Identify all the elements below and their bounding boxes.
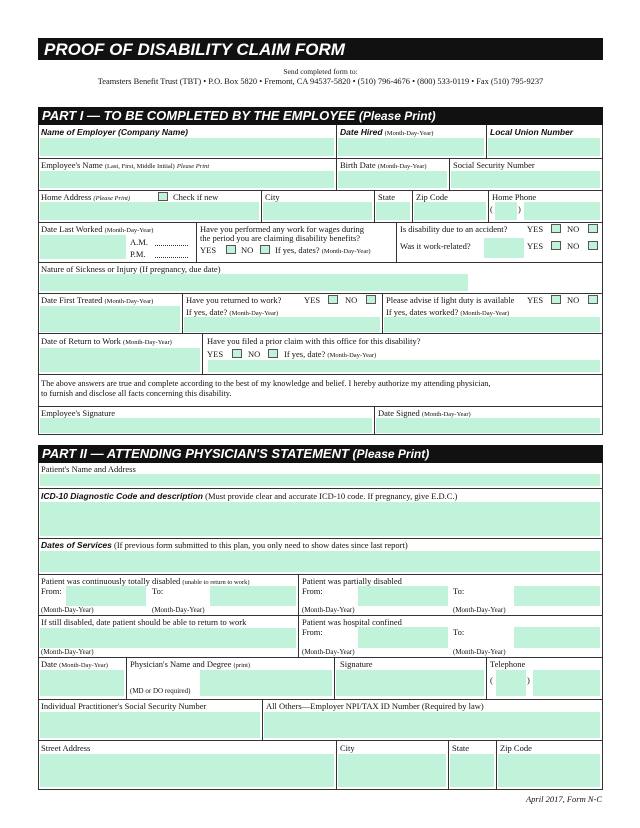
ssn-label: Social Security Number: [453, 160, 535, 170]
date-hired-field[interactable]: [338, 138, 484, 156]
home-address-field[interactable]: [40, 202, 259, 220]
work-related-field[interactable]: [484, 238, 524, 258]
home-phone-label: Home Phone: [492, 192, 537, 202]
cont-to-hint: (Month-Day-Year): [152, 606, 205, 614]
still-disabled-label: If still disabled, date patient should be able to return to work: [41, 617, 247, 627]
local-union-field[interactable]: [488, 138, 600, 156]
partial-to-label: To:: [453, 586, 465, 596]
part1-header: [38, 107, 603, 125]
part2-header: [38, 445, 603, 463]
attestation-line2: to furnish and disclose all facts concerning this disability.: [41, 389, 232, 398]
prior-date-field[interactable]: [208, 360, 600, 372]
patient-name-label: Patient's Name and Address: [41, 464, 136, 474]
returned-if-yes-label: If yes, date? (Month-Day-Year): [186, 307, 279, 317]
street-field[interactable]: [40, 754, 334, 787]
hospital-from-field[interactable]: [358, 627, 448, 648]
work-related-yes-checkbox[interactable]: [551, 241, 561, 250]
returned-date-field[interactable]: [184, 317, 380, 332]
accident-yes-label: YES: [527, 224, 544, 234]
returned-yes-checkbox[interactable]: [328, 295, 338, 304]
date-last-worked-label: Date Last Worked (Month-Day-Year): [41, 224, 154, 234]
form-title: PROOF OF DISABILITY CLAIM FORM: [44, 40, 345, 59]
phone-paren-open: (: [490, 204, 493, 214]
dates-services-field[interactable]: [40, 551, 600, 572]
still-disabled-hint: (Month-Day-Year): [41, 648, 94, 656]
phys-zip-field[interactable]: [498, 754, 600, 787]
prior-yes-label: YES: [207, 349, 224, 359]
light-duty-no-checkbox[interactable]: [588, 295, 598, 304]
tel-area-field[interactable]: [496, 670, 526, 696]
form-title-bar: [38, 38, 603, 60]
light-duty-yes-label: YES: [527, 295, 544, 305]
date-hired-label: Date Hired (Month-Day-Year): [340, 127, 434, 137]
physician-label: Physician's Name and Degree (print): [130, 659, 251, 669]
work-if-yes-label: If yes, dates? (Month-Day-Year): [275, 245, 371, 255]
phys-zip-label: Zip Code: [500, 743, 532, 753]
hospital-to-hint: (Month-Day-Year): [453, 648, 506, 656]
hospital-from-label: From:: [302, 627, 323, 637]
phys-date-label: Date (Month-Day-Year): [41, 659, 108, 669]
indiv-ssn-field[interactable]: [40, 712, 260, 738]
work-related-no-checkbox[interactable]: [588, 241, 598, 250]
employee-name-label: Employee's Name (Last, First, Middle Initial) Please Print: [41, 160, 210, 170]
physician-field[interactable]: [200, 670, 332, 696]
attestation-line1: The above answers are true and complete according to the best of my knowledge and belief. I hereby authorize my attending physician,: [41, 379, 491, 388]
pm-label: P.M.: [130, 249, 146, 259]
part1-header-text: PART I — TO BE COMPLETED BY THE EMPLOYEE: [42, 108, 356, 123]
work-related-no-label: NO: [567, 241, 580, 251]
partially-label: Patient was partially disabled: [302, 576, 402, 586]
employee-signature-label: Employee's Signature: [41, 408, 116, 418]
patient-name-field[interactable]: [40, 474, 600, 486]
light-duty-dates-field[interactable]: [384, 317, 600, 332]
am-label: A.M.: [130, 237, 148, 247]
tel-number-field[interactable]: [533, 670, 600, 696]
birth-date-field[interactable]: [338, 171, 447, 188]
partial-from-field[interactable]: [358, 586, 448, 606]
local-union-label: Local Union Number: [490, 127, 574, 137]
light-duty-dates-label: If yes, dates worked? (Month-Day-Year): [386, 307, 510, 317]
accident-yes-checkbox[interactable]: [551, 224, 561, 233]
accident-question: Is disability due to an accident?: [400, 224, 508, 234]
state-field[interactable]: [376, 202, 410, 220]
prior-no-checkbox[interactable]: [268, 349, 278, 358]
work-yes-label: YES: [200, 245, 217, 255]
tel-paren-open: (: [490, 675, 493, 685]
phone-number-field[interactable]: [524, 202, 600, 220]
partial-to-field[interactable]: [514, 586, 600, 606]
state-label: State: [378, 192, 395, 202]
date-last-worked-field[interactable]: [40, 235, 126, 259]
date-first-treated-field[interactable]: [40, 306, 180, 332]
partial-from-label: From:: [302, 586, 323, 596]
hospital-to-label: To:: [453, 627, 465, 637]
work-no-checkbox[interactable]: [260, 245, 270, 254]
prior-claim-question: Have you filed a prior claim with this office for this disability?: [207, 336, 421, 346]
prior-yes-checkbox[interactable]: [232, 349, 242, 358]
check-if-new-label: Check if new: [173, 192, 219, 202]
still-disabled-field[interactable]: [40, 628, 296, 648]
city-label: City: [265, 192, 280, 202]
birth-date-label: Birth Date (Month-Day-Year): [340, 160, 427, 170]
date-return-label: Date of Return to Work (Month-Day-Year): [41, 336, 172, 346]
light-duty-yes-checkbox[interactable]: [551, 295, 561, 304]
cont-from-label: From:: [41, 586, 62, 596]
footer-form-id: April 2017, Form N-C: [525, 794, 602, 804]
employee-signature-field[interactable]: [40, 418, 372, 433]
work-no-label: NO: [241, 245, 254, 255]
hospital-from-hint: (Month-Day-Year): [302, 648, 355, 656]
indiv-ssn-label: Individual Practitioner's Social Security Number: [41, 701, 207, 711]
work-question-line2: the period you are claiming disability benefits?: [200, 233, 361, 243]
returned-yes-label: YES: [304, 295, 321, 305]
cont-from-hint: (Month-Day-Year): [41, 606, 94, 614]
work-yes-checkbox[interactable]: [226, 245, 236, 254]
work-related-question: Was it work-related?: [400, 241, 471, 251]
am-field[interactable]: [155, 245, 188, 246]
phone-paren-close: ): [518, 204, 521, 214]
returned-no-label: NO: [345, 295, 358, 305]
light-duty-question: Please advise if light duty is available: [386, 295, 515, 305]
phys-city-field[interactable]: [338, 754, 446, 787]
address-line: Teamsters Benefit Trust (TBT) • P.O. Box 5820 • Fremont, CA 94537-5820 • (510) 796-4676 • (800) 533-0119 • Fax (510) 795-9237: [97, 77, 544, 86]
light-duty-no-label: NO: [567, 295, 580, 305]
tel-paren-close: ): [527, 675, 530, 685]
nature-label: Nature of Sickness or Injury (If pregnancy, due date): [41, 264, 221, 274]
employer-field[interactable]: [40, 138, 334, 156]
work-related-yes-label: YES: [527, 241, 544, 251]
cont-to-label: To:: [152, 586, 164, 596]
accident-no-checkbox[interactable]: [588, 224, 598, 233]
employee-name-field[interactable]: [40, 171, 334, 188]
icd-field[interactable]: [40, 502, 600, 536]
date-signed-field[interactable]: [376, 418, 600, 433]
returned-no-checkbox[interactable]: [366, 295, 376, 304]
returned-question: Have you returned to work?: [186, 295, 282, 305]
date-signed-label: Date Signed (Month-Day-Year): [378, 408, 471, 418]
hospital-label: Patient was hospital confined: [302, 617, 402, 627]
street-label: Street Address: [41, 743, 91, 753]
city-field[interactable]: [263, 202, 372, 220]
npi-field[interactable]: [264, 712, 600, 738]
check-if-new-checkbox[interactable]: [158, 192, 168, 201]
phys-date-field[interactable]: [40, 670, 124, 696]
zip-field[interactable]: [414, 202, 486, 220]
nature-field[interactable]: [40, 274, 468, 291]
md-do-note: (MD or DO required): [130, 687, 191, 695]
dates-services-label: Dates of Services (If previous form submitted to this plan, you only need to show dates since last report): [41, 540, 408, 550]
prior-if-yes-label: If yes, date? (Month-Day-Year): [284, 349, 377, 359]
cont-to-field[interactable]: [210, 586, 296, 606]
work-question-line1: Have you performed any work for wages during: [200, 224, 365, 234]
employer-label: Name of Employer (Company Name): [41, 127, 188, 137]
part2-header-note: (Please Print): [352, 447, 430, 461]
home-address-label: Home Address (Please Print): [41, 192, 131, 202]
signature-field[interactable]: [336, 670, 484, 696]
cont-from-field[interactable]: [66, 586, 146, 606]
cont-disabled-label: Patient was continuously totally disabled (unable to return to work): [41, 576, 250, 586]
telephone-label: Telephone: [490, 659, 526, 669]
npi-label: All Others—Employer NPI/TAX ID Number (Required by law): [266, 701, 484, 711]
prior-no-label: NO: [248, 349, 261, 359]
hospital-to-field[interactable]: [514, 627, 600, 648]
phys-state-label: State: [452, 743, 469, 753]
phys-state-field[interactable]: [450, 754, 494, 787]
part1-header-note: (Please Print): [358, 109, 436, 123]
icd-label: ICD-10 Diagnostic Code and description (Must provide clear and accurate ICD-10 code. If pregnancy, give E.D.C.): [41, 491, 458, 501]
phone-area-field[interactable]: [495, 202, 517, 220]
date-return-field[interactable]: [40, 348, 200, 372]
part2-header-text: PART II — ATTENDING PHYSICIAN'S STATEMENT: [42, 446, 349, 461]
phys-city-label: City: [340, 743, 355, 753]
pm-field[interactable]: [155, 257, 188, 258]
partial-from-hint: (Month-Day-Year): [302, 606, 355, 614]
partial-to-hint: (Month-Day-Year): [453, 606, 506, 614]
zip-label: Zip Code: [416, 192, 448, 202]
signature-label: Signature: [340, 659, 373, 669]
ssn-field[interactable]: [451, 171, 600, 188]
accident-no-label: NO: [567, 224, 580, 234]
date-first-treated-label: Date First Treated (Month-Day-Year): [41, 295, 154, 305]
send-line: Send completed form to:: [283, 67, 358, 76]
